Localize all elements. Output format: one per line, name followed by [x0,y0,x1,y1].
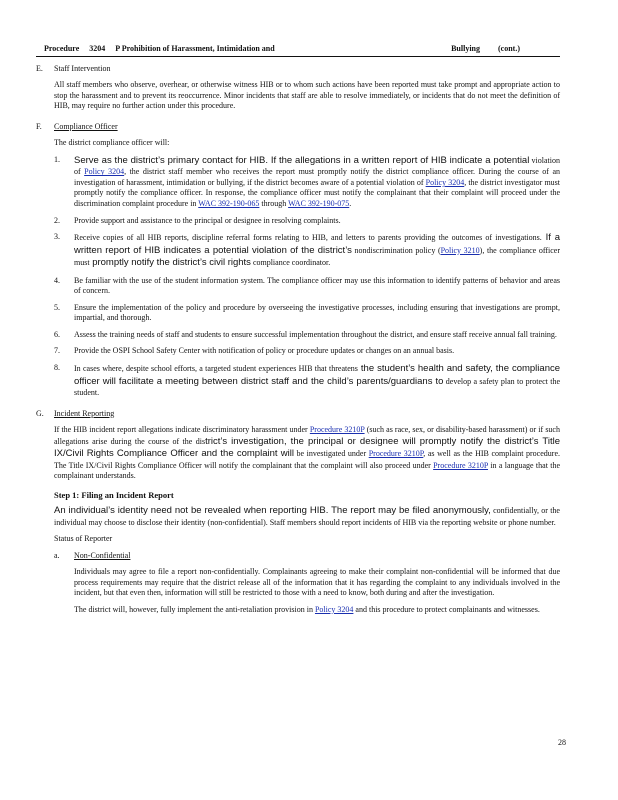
emphasized-text: promptly notify the district’s civil rights [89,257,251,269]
anonymity-paragraph [36,505,560,528]
list-text [74,232,560,270]
header-bullying: Bullying [451,44,480,53]
compliance-officer-list [36,155,560,399]
list-number: 8. [54,362,60,372]
list-text: Assess the training needs of staff and students to ensure successful implementation throughout the district, and ensure staff receive annual fall training. [74,329,557,339]
text-run: If the HIB incident report allegations indicate discriminatory harassment under [54,425,310,435]
text-run: nondiscrimination policy ( [351,245,441,255]
text-run: in a language that the complainant understands. [54,460,560,481]
text-run: confidentially, or the individual may choose to disclose their identity (non-confidential). Staff members should report incidents of HIB via the reporting website or phone number. [54,506,560,527]
section-f-label: F. [36,121,42,131]
text-run: In cases where, despite school efforts, a targeted student experiences HIB that threatens [74,363,358,373]
procedure-3210p-link[interactable]: Procedure 3210P [368,449,424,459]
text-run: The district will, however, fully implement the anti-retaliation provision in [74,604,315,614]
list-number: 3. [54,232,60,242]
list-item [54,155,560,210]
emphasized-text: If a written report of HIB indicates a potential violation of the district’s [74,232,561,256]
text-run: develop a safety plan to protect the student. [74,376,560,398]
text-run: , as well as the HIB complaint procedure. The Title IX/Civil Rights Compliance Officer will notify the complainant that the complaint will also proceed under [54,449,560,470]
section-e-title: Staff Intervention [54,63,111,73]
list-number: 7. [54,346,60,356]
policy-3204-link[interactable]: Policy 3204 [425,177,465,187]
section-f-intro: The district compliance officer will: [54,138,170,148]
header-cont: (cont.) [498,44,520,53]
text-run: violation of [74,155,560,177]
emphasized-text: An individual’s identity need not be revealed when reporting HIB. The report may be filed anonymously, [54,505,491,517]
wac-075-link[interactable]: WAC 392-190-075 [288,199,350,208]
procedure-3210p-link[interactable]: Procedure 3210P [433,460,489,470]
section-e-heading [36,64,560,75]
list-text: Ensure the implementation of the policy and procedure by overseeing the investigative processes, including ensuring that investigations are prompt, impartial, and thorough. [74,302,560,323]
list-text: Be familiar with the use of the student information system. The compliance officer may use this information to identify patterns of behavior and areas of concern. [74,275,560,296]
status-of-reporter: Status of Reporter [54,534,113,544]
subsection-a-label: a. [54,550,60,560]
list-item [54,232,560,270]
procedure-3210p-link[interactable]: Procedure 3210P [309,425,365,435]
section-e-text: All staff members who observe, overhear, or otherwise witness HIB or to whom such actions have been reported must take prompt and appropriate action to stop the harassment and to prevent its reoccurrence. Minor incidents that staff are able to resolve immediately, or incidents that do not meet the definition of HIB, may require no further action under this procedure. [54,80,560,111]
subsection-a-title: Non-Confidential [74,550,131,560]
list-item [54,276,560,297]
section-e-label: E. [36,63,43,73]
list-number: 4. [54,275,60,285]
emphasized-text: Serve as the district’s primary contact for HIB. If the allegations in a written report of HIB indicate a potential [74,154,530,166]
page-number: 28 [558,738,566,747]
step-1-heading: Step 1: Filing an Incident Report [54,489,174,500]
policy-3210-link[interactable]: Policy 3210 [440,245,480,255]
section-g-heading [36,409,560,420]
policy-3204-link[interactable]: Policy 3204 [314,604,354,614]
text-run: . [349,199,352,208]
list-item [54,303,560,324]
text-run: through [259,199,289,208]
list-item [54,330,560,341]
list-number: 6. [54,329,60,339]
emphasized-text: the student’s health and safety, the compliance officer will facilitate a meeting between district staff and the child’s parents/guardians to [74,362,561,387]
page-header [36,44,560,57]
non-confidential-paragraph: Individuals may agree to file a report non-confidentially. Complainants agreeing to make their complaint non-confidential will be informed that due process requirements may require that the district release all of the information that it has regarding the complaint to any individuals involved in the incident, but that even then, information will still be restricted to those with a need to know, both during and after the investigation. [74,567,560,598]
list-number: 1. [54,154,60,164]
list-number: 5. [54,302,60,312]
wac-065-link[interactable]: WAC 392-190-065 [198,199,260,208]
text-run: and this procedure to protect complainants and witnesses. [353,604,540,614]
text-run: (such as race, sex, or disability-based harassment) or if such allegations arise during the course of the dis [54,425,560,446]
header-label: Procedure [44,44,80,53]
list-text [74,155,560,210]
text-run: Receive copies of all HIB reports, discipline referral forms relating to HIB, and letters to parents providing the outcomes of investigations. [74,233,542,243]
list-number: 2. [54,215,60,225]
emphasized-text: trict’s investigation, the principal or designee will promptly notify the district’s Title IX/Civil Rights Compliance Officer and the complaint will [54,435,560,460]
text-run: be investigated under [293,449,369,459]
header-number: 3204 [89,44,106,53]
text-run: ), the compliance officer must [74,245,560,268]
list-text [74,363,560,399]
section-g-title: Incident Reporting [54,408,115,418]
incident-reporting-paragraph [36,425,560,482]
list-text: Provide support and assistance to the principal or designee in resolving complaints. [74,215,341,225]
list-text: Provide the OSPI School Safety Center with notification of policy or procedure updates or changes on an annual basis. [74,346,455,356]
list-item [54,363,560,399]
text-run: , the district investigator must promptly notify the compliance officer. In response, the compliance officer must notify the complainant that their complaint will proceed under the discrimination complaint procedure in [74,177,561,208]
text-run: , the district staff member who receives the report must promptly notify the district compliance officer. During the course of an investigation of harassment, intimidation or bullying, if the district becomes aware of a potential violation of [74,167,560,187]
list-item [54,216,560,227]
section-f-heading [36,122,560,133]
anti-retaliation-paragraph [36,605,560,616]
subsection-a-heading [36,551,560,562]
policy-3204-link[interactable]: Policy 3204 [84,167,125,177]
text-run: compliance coordinator. [250,258,331,268]
list-item [54,346,560,357]
header-title: P Prohibition of Harassment, Intimidation and [115,44,275,53]
section-g-label: G. [36,408,44,418]
section-f-title: Compliance Officer [54,121,118,131]
